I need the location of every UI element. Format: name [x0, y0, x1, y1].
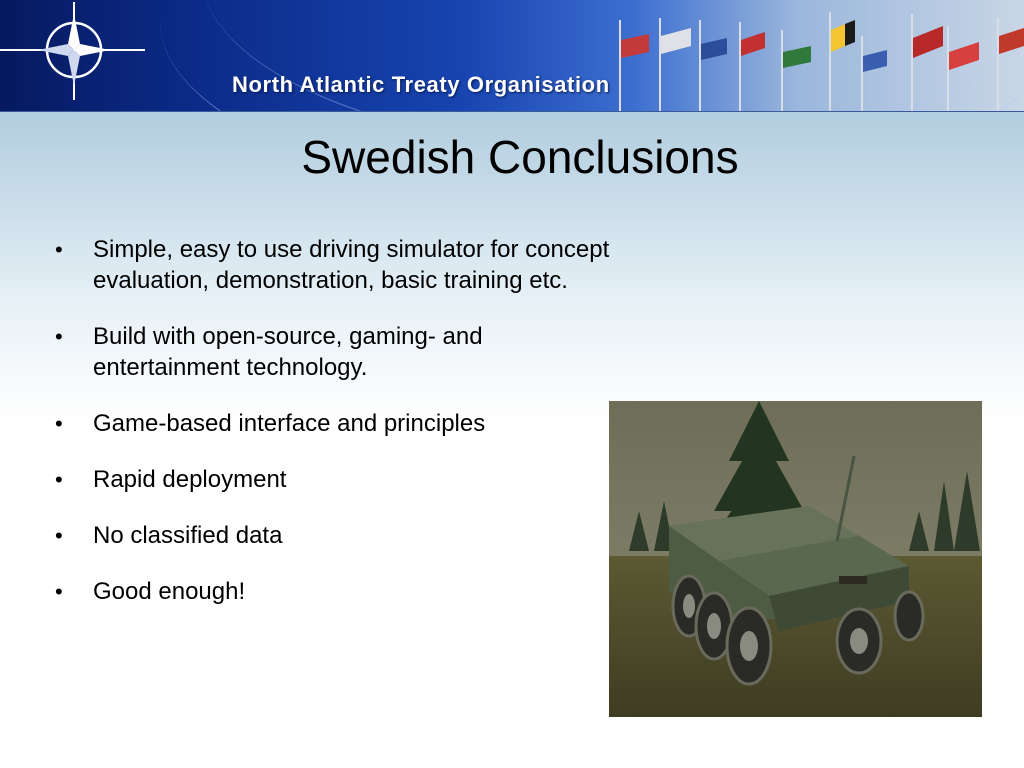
nato-compass-star-icon: [0, 0, 160, 111]
bullet-item: [55, 520, 625, 551]
header-banner: [0, 0, 1024, 112]
bullet-text: No classified data: [93, 522, 283, 549]
bullet-marker: •: [55, 579, 63, 604]
bullet-text: Simple, easy to use driving simulator for concept evaluation, demonstration, basic training etc.: [93, 236, 610, 294]
bullet-marker: •: [55, 411, 63, 436]
bullet-item: [55, 576, 625, 607]
bullet-list: [55, 234, 625, 632]
bullet-text: Build with open-source, gaming- and entertainment technology.: [93, 323, 483, 381]
bullet-marker: •: [55, 467, 63, 492]
organisation-name: North Atlantic Treaty Organisation: [232, 72, 610, 97]
bullet-item: [55, 464, 625, 495]
bullet-text: Good enough!: [93, 578, 246, 605]
slide-title: Swedish Conclusions: [301, 131, 739, 183]
simulator-screenshot-image: [609, 401, 982, 717]
bullet-marker: •: [55, 324, 63, 349]
bullet-marker: •: [55, 237, 63, 262]
bullet-text: Game-based interface and principles: [93, 410, 486, 437]
bullet-marker: •: [55, 523, 63, 548]
bullet-item: [55, 321, 625, 383]
flags-backdrop: [600, 0, 1024, 111]
bullet-text: Rapid deployment: [93, 466, 287, 493]
bullet-item: [55, 408, 625, 439]
bullet-item: [55, 234, 625, 296]
